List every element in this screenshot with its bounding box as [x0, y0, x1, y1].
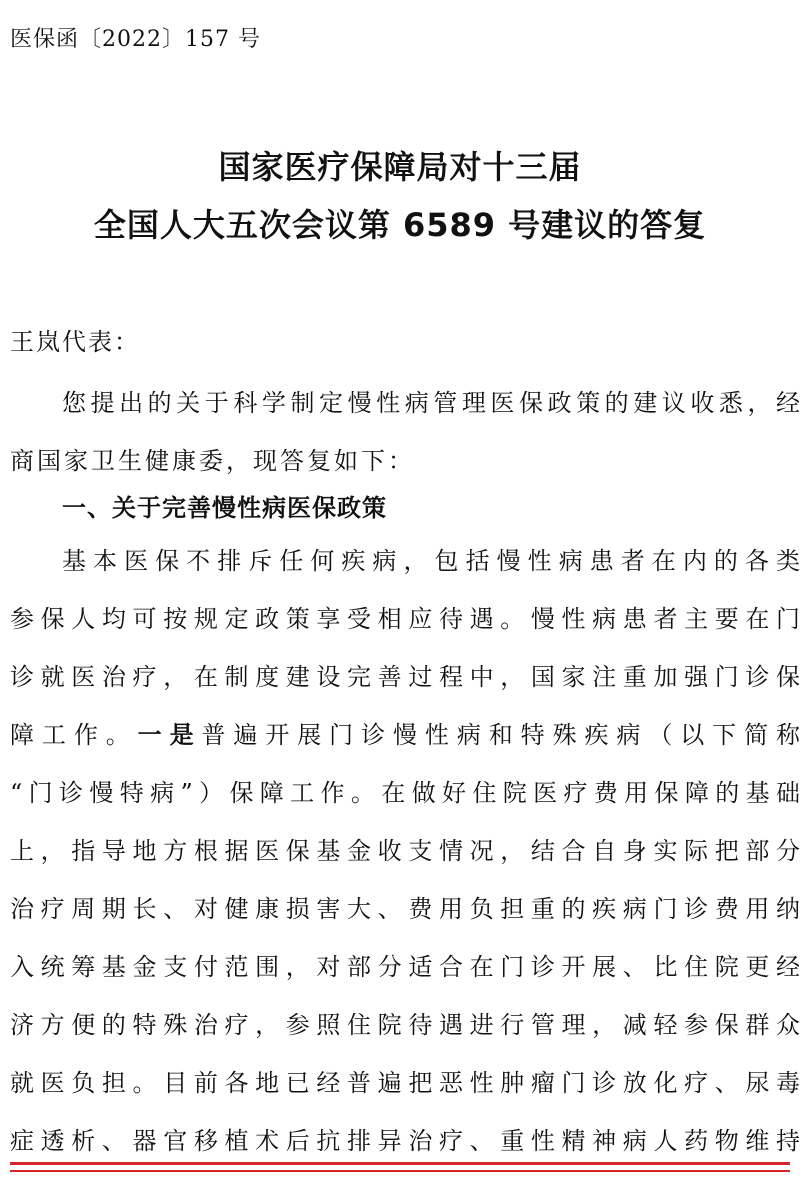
paragraph-2-line: 症透析、器官移植术后抗排异治疗、重性精神病人药物维持 — [10, 1127, 800, 1155]
paragraph-2-line: 入统筹基金支付范围，对部分适合在门诊开展、比住院更经 — [10, 953, 800, 981]
footer-rule-thick — [10, 1162, 790, 1165]
paragraph-2-line: 基本医保不排斥任何疾病，包括慢性病患者在内的各类 — [62, 547, 800, 575]
paragraph-2-line: 治疗周期长、对健康损害大、费用负担重的疾病门诊费用纳 — [10, 895, 800, 923]
addressee: 王岚代表： — [10, 328, 140, 356]
paragraph-2-line: 上，指导地方根据医保基金收支情况，结合自身实际把部分 — [10, 837, 800, 865]
section-heading: 一、关于完善慢性病医保政策 — [62, 494, 387, 522]
paragraph-2 — [10, 532, 800, 1170]
paragraph-2-line: “门诊慢特病”）保障工作。在做好住院医疗费用保障的基础 — [10, 779, 800, 807]
paragraph-2-line — [10, 706, 800, 764]
paragraph-2-line: 参保人均可按规定政策享受相应待遇。慢性病患者主要在门 — [10, 605, 800, 633]
document-title-line-2: 全国人大五次会议第 6589 号建议的答复 — [93, 206, 707, 244]
paragraph-2-line: 就医负担。目前各地已经普遍把恶性肿瘤门诊放化疗、尿毒 — [10, 1069, 800, 1097]
paragraph-1 — [10, 374, 800, 490]
paragraph-1-line: 商国家卫生健康委，现答复如下： — [10, 447, 415, 475]
footer-rule-thin — [10, 1170, 790, 1172]
paragraph-2-line: 诊就医治疗，在制度建设完善过程中，国家注重加强门诊保 — [10, 663, 800, 691]
emphasis-first: 一是 — [137, 721, 202, 749]
paragraph-1-line: 您提出的关于科学制定慢性病管理医保政策的建议收悉，经 — [62, 389, 800, 417]
document-number: 医保函〔2022〕157 号 — [10, 27, 261, 52]
paragraph-2-line: 济方便的特殊治疗，参照住院待遇进行管理，减轻参保群众 — [10, 1011, 800, 1039]
paragraph-2-line-start: 障工作。 — [10, 721, 138, 749]
paragraph-2-line-end: 普遍开展门诊慢性病和特殊疾病（以下简称 — [201, 721, 800, 749]
document-title-line-1: 国家医疗保障局对十三届 — [218, 148, 582, 186]
